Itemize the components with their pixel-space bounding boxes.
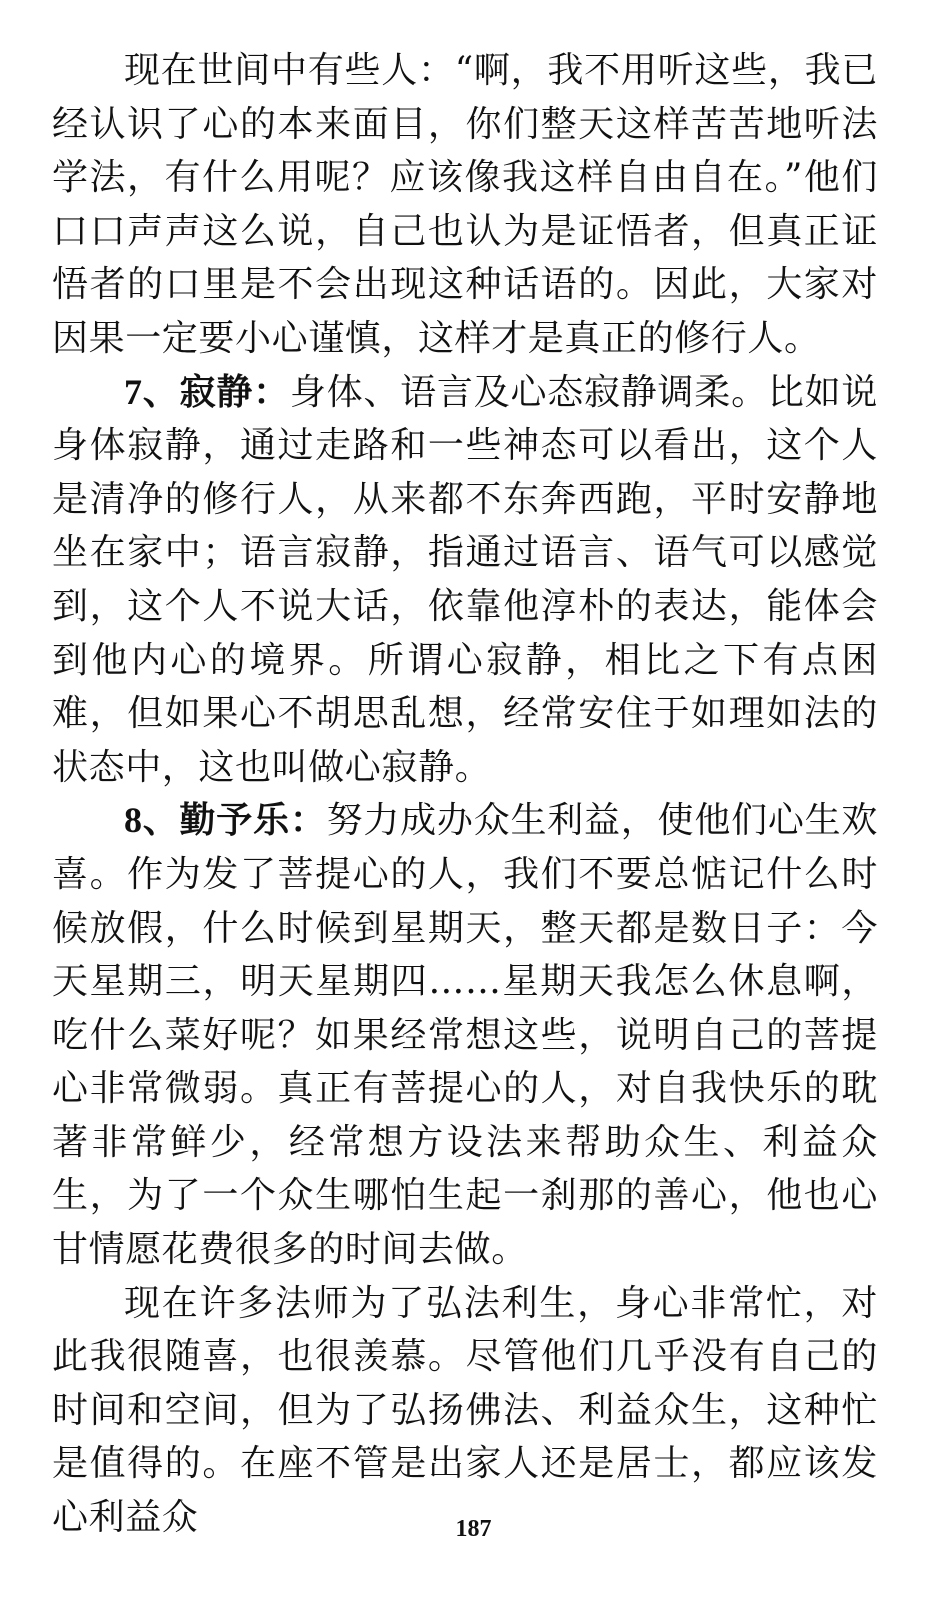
paragraph-diligent-joy <box>52 794 878 1276</box>
page-number: 187 <box>455 1516 492 1542</box>
paragraph-dharma-teachers <box>52 1277 878 1545</box>
paragraph-text: 身体、语言及心态寂静调柔。比如说身体寂静，通过走路和一些神态可以看出，这个人是清净的修行人，从来都不东奔西跑，平时安静地坐在家中；语言寂静，指通过语言、语气可以感觉到，这个人不说大话，依靠他淳朴的表达，能体会到他内心的境界。所谓心寂静，相比之下有点困难，但如果心不胡思乱想，经常安住于如理如法的状态中，这也叫做心寂静。 <box>52 371 878 788</box>
paragraph-text: 努力成办众生利益，使他们心生欢喜。作为发了菩提心的人，我们不要总惦记什么时候放假，什么时候到星期天，整天都是数日子：今天星期三，明天星期四……星期天我怎么休息啊，吃什么菜好呢？如果经常想这些，说明自己的菩提心非常微弱。真正有菩提心的人，对自我快乐的耽著非常鲜少，经常想方设法来帮助众生、利益众生，为了一个众生哪怕生起一刹那的善心，他也心甘情愿花费很多的时间去做。 <box>52 800 878 1271</box>
paragraph-heading: 8、勤予乐： <box>124 800 327 841</box>
paragraph-text: 现在世间中有些人：“啊，我不用听这些，我已经认识了心的本来面目，你们整天这样苦苦地听法学法，有什么用呢？应该像我这样自由自在。”他们口口声声这么说，自己也认为是证悟者，但真正证悟者的口里是不会出现这种话语的。因此，大家对因果一定要小心谨慎，这样才是真正的修行人。 <box>52 50 878 359</box>
paragraph-heading: 7、寂静： <box>124 371 290 412</box>
body-text <box>52 44 878 1545</box>
paragraph-stillness <box>52 366 878 795</box>
paragraph-text: 现在许多法师为了弘法利生，身心非常忙，对此我很随喜，也很羡慕。尽管他们几乎没有自己的时间和空间，但为了弘扬佛法、利益众生，这种忙是值得的。在座不管是出家人还是居士，都应该发心利益众 <box>52 1282 878 1539</box>
paragraph-intro <box>52 44 878 366</box>
